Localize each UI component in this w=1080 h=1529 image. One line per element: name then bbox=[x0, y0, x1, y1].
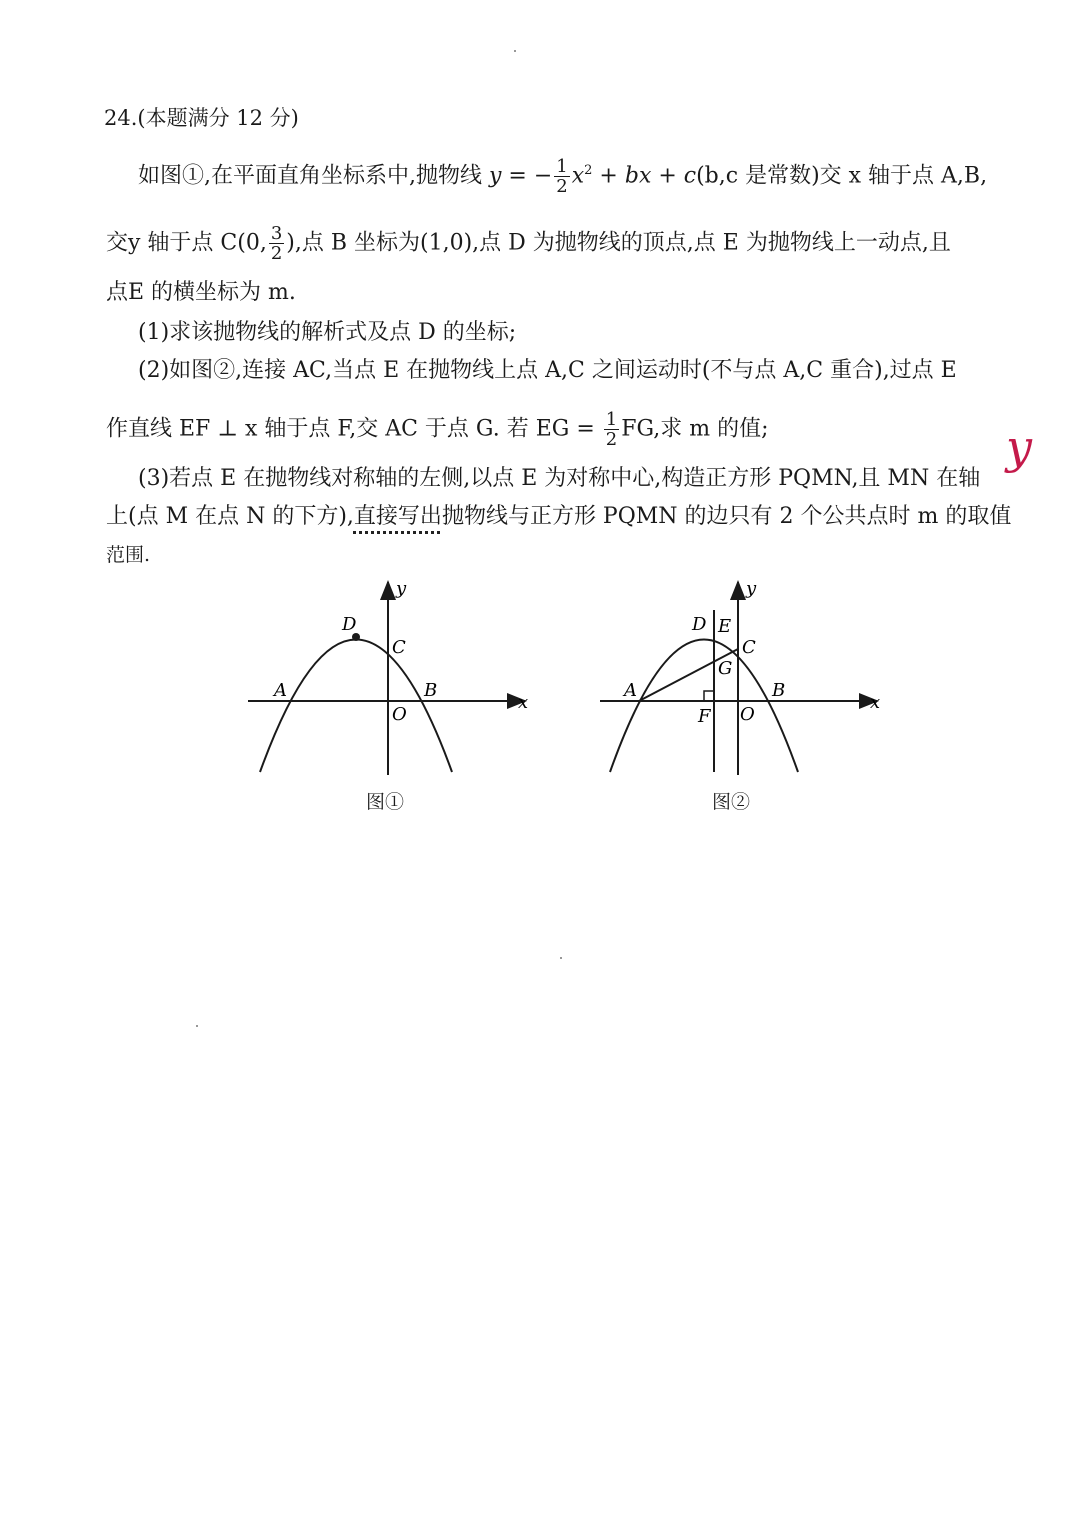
handwritten-mark: y bbox=[1006, 420, 1032, 474]
label-x: x bbox=[870, 692, 881, 713]
intro-text-3: 交y 轴于点 C(0, bbox=[106, 230, 267, 256]
label-g: G bbox=[718, 658, 733, 679]
question-3-text-a: 上(点 M 在点 N 的下方), bbox=[106, 504, 354, 529]
scan-speck bbox=[560, 957, 562, 959]
fraction-denominator: 2 bbox=[556, 175, 568, 197]
scan-speck bbox=[514, 50, 516, 52]
intro-text-4: ),点 B 坐标为(1,0),点 D 为抛物线的顶点,点 E 为抛物线上一动点,且 bbox=[286, 230, 951, 256]
figure-2 bbox=[592, 570, 892, 785]
eq-y: y bbox=[488, 163, 502, 189]
label-a: A bbox=[274, 680, 287, 701]
label-d: D bbox=[692, 614, 707, 635]
fraction-numerator: 1 bbox=[605, 409, 618, 430]
question-3-line-2 bbox=[106, 502, 1011, 532]
figure-1 bbox=[240, 570, 540, 785]
label-a: A bbox=[624, 680, 637, 701]
intro-line-1 bbox=[138, 156, 987, 196]
label-b: B bbox=[772, 680, 786, 701]
parabola-curve bbox=[260, 640, 452, 773]
intro-line-2 bbox=[106, 224, 951, 263]
question-2-text-a: 作直线 EF ⊥ x 轴于点 F,交 AC 于点 G. 若 EG = bbox=[106, 416, 602, 442]
label-d: D bbox=[342, 614, 357, 635]
fraction-denominator: 2 bbox=[605, 429, 618, 450]
label-x: x bbox=[518, 692, 529, 713]
label-c: C bbox=[742, 637, 756, 658]
label-y: y bbox=[396, 578, 407, 599]
question-1: (1)求该抛物线的解析式及点 D 的坐标; bbox=[138, 320, 517, 345]
right-angle-mark bbox=[704, 691, 714, 701]
intro-line-3: 点E 的横坐标为 m. bbox=[106, 280, 296, 305]
label-c: C bbox=[392, 637, 406, 658]
fraction-numerator: 1 bbox=[556, 155, 568, 177]
label-o: O bbox=[392, 704, 407, 725]
eq-rest: + bx + c bbox=[592, 163, 697, 189]
label-o: O bbox=[740, 704, 755, 725]
emphasis-dotted: 直接写出 bbox=[353, 504, 442, 529]
fraction-eg-ratio bbox=[604, 410, 619, 449]
fraction-three-halves bbox=[269, 224, 284, 263]
fraction-numerator: 3 bbox=[270, 223, 283, 244]
figure-1-caption: 图① bbox=[366, 791, 405, 813]
intro-text-1: 如图①,在平面直角坐标系中,抛物线 bbox=[138, 163, 489, 189]
problem-header: 24.(本题满分 12 分) bbox=[104, 106, 299, 130]
eq-x: x bbox=[571, 163, 585, 189]
figure-2-caption: 图② bbox=[712, 791, 751, 813]
scan-speck bbox=[196, 1025, 198, 1027]
question-2-text-b: FG,求 m 的值; bbox=[621, 416, 769, 442]
question-3-line-1: (3)若点 E 在抛物线对称轴的左侧,以点 E 为对称中心,构造正方形 PQMN,且 MN 在轴 bbox=[138, 466, 981, 491]
question-3-text-b: 抛物线与正方形 PQMN 的边只有 2 个公共点时 m 的取值 bbox=[441, 504, 1012, 529]
label-f: F bbox=[698, 706, 711, 727]
fraction-one-half bbox=[554, 157, 569, 196]
intro-text-2: (b,c 是常数)交 x 轴于点 A,B, bbox=[696, 163, 988, 189]
question-2-line-2 bbox=[106, 410, 769, 449]
question-2-line-1: (2)如图②,连接 AC,当点 E 在抛物线上点 A,C 之间运动时(不与点 A,C 重合),过点 E bbox=[138, 358, 957, 383]
label-y: y bbox=[746, 578, 757, 599]
eq-equals: = − bbox=[501, 163, 553, 189]
label-e: E bbox=[718, 616, 732, 637]
label-b: B bbox=[424, 680, 438, 701]
question-3-line-3: 范围. bbox=[106, 544, 151, 566]
fraction-denominator: 2 bbox=[270, 243, 283, 264]
eq-square: 2 bbox=[584, 163, 593, 178]
